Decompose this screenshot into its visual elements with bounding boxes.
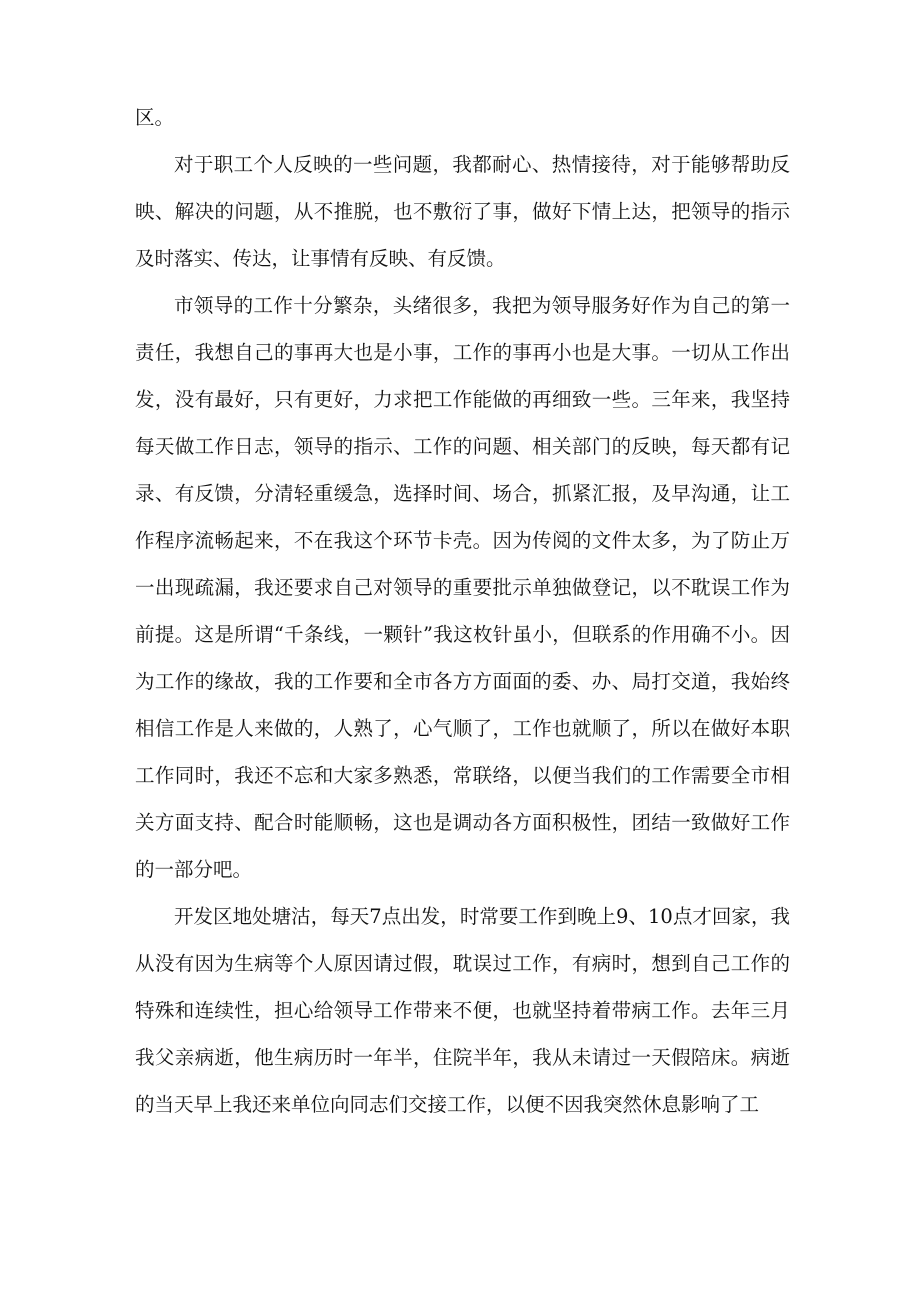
paragraph-employee-issues: 对于职工个人反映的一些问题，我都耐心、热情接待，对于能够帮助反映、解决的问题，从不推脱，也不敷衍了事，做好下情上达，把领导的指示及时落实、传达，让事情有反映、有反馈。 (135, 153, 790, 270)
document-body (135, 94, 790, 1128)
paragraph-continuation: 区。 (135, 106, 175, 129)
paragraph-serving-leaders: 市领导的工作十分繁杂，头绪很多，我把为领导服务好作为自己的第一责任，我想自己的事再大也是小事，工作的事再小也是大事。一切从工作出发，没有最好，只有更好，力求把工作能做的再细致一些。三年来，我坚持每天做工作日志，领导的指示、工作的问题、相关部门的反映，每天都有记录、有反馈，分清轻重缓急，选择时间、场合，抓紧汇报，及早沟通，让工作程序流畅起来，不在我这个环节卡壳。因为传阅的文件太多，为了防止万一出现疏漏，我还要求自己对领导的重要批示单独做登记，以不耽误工作为前提。这是所谓“千条线，一颗针”我这枚针虽小，但联系的作用确不小。因为工作的缘故，我的工作要和全市各方方面面的委、办、局打交道，我始终相信工作是人来做的，人熟了，心气顺了，工作也就顺了，所以在做好本职工作同时，我还不忘和大家多熟悉，常联络，以便当我们的工作需要全市相关方面支持、配合时能顺畅，这也是调动各方面积极性，团结一致做好工作的一部分吧。 (135, 294, 790, 881)
paragraph-dedication: 开发区地处塘沽，每天7点出发，时常要工作到晚上9、10点才回家，我从没有因为生病等个人原因请过假，耽误过工作，有病时，想到自己工作的特殊和连续性，担心给领导工作带来不便，也就坚持着带病工作。去年三月我父亲病逝，他生病历时一年半，住院半年，我从未请过一天假陪床。病逝的当天早上我还来单位向同志们交接工作，以便不因我突然休息影响了工 (135, 905, 790, 1116)
